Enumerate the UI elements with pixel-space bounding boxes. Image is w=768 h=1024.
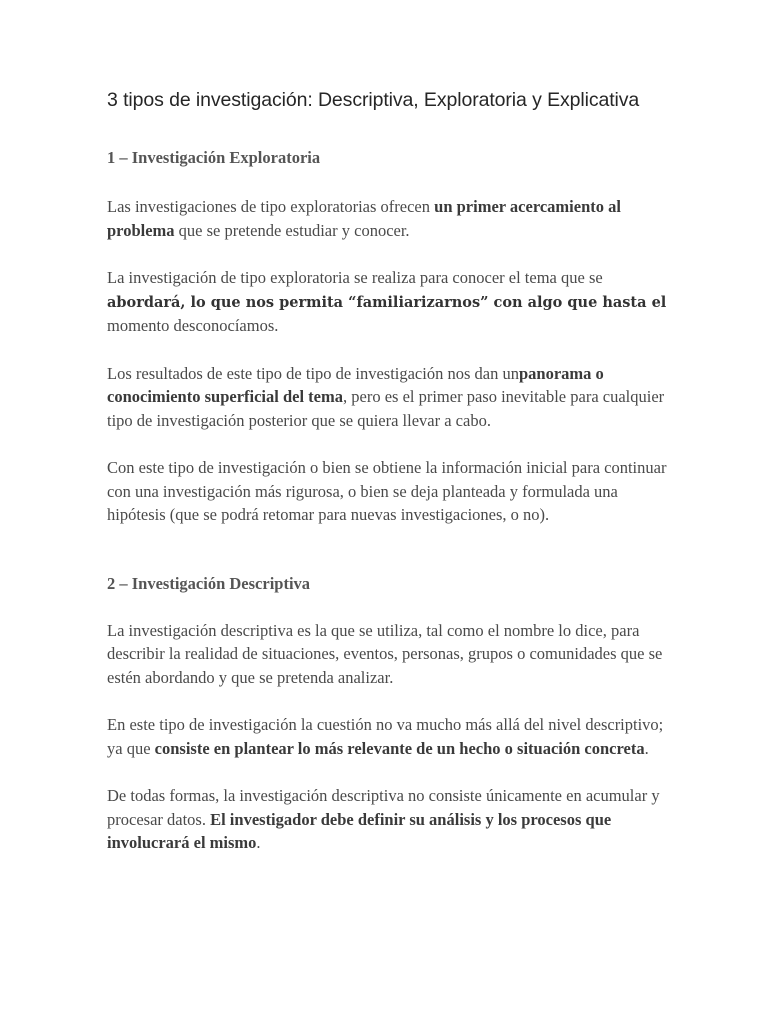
paragraph-emphasis: abordará, lo que nos permita “familiarizarnos” con algo que hasta el	[107, 293, 667, 311]
document-title: 3 tipos de investigación: Descriptiva, Exploratoria y Explicativa	[107, 89, 640, 111]
paragraph	[107, 619, 667, 690]
section-heading-descriptiva: 2 – Investigación Descriptiva	[107, 573, 311, 593]
paragraph-text: que se pretende estudiar y conocer.	[174, 220, 410, 240]
paragraph	[107, 362, 667, 433]
section-heading-exploratoria: 1 – Investigación Exploratoria	[107, 148, 321, 167]
paragraph-text: Los resultados de este tipo de tipo de investigación nos dan un	[107, 363, 519, 383]
paragraph-text: momento desconocíamos.	[107, 316, 279, 335]
paragraph	[107, 713, 667, 760]
paragraph-text: , pero es el primer paso inevitable para cualquier tipo de investigación posterior que se quiera llevar a cabo.	[107, 387, 665, 430]
document-page	[107, 88, 667, 855]
paragraph-emphasis: consiste en plantear lo más relevante de un hecho o situación concreta	[154, 738, 645, 758]
paragraph-text: .	[644, 738, 649, 758]
paragraph-text: La investigación descriptiva es la que se utiliza, tal como el nombre lo dice, para describir la realidad de situaciones, eventos, personas, grupos o comunidades que se estén abordando y que se pretenda analizar.	[107, 620, 663, 687]
paragraph-text: .	[256, 833, 261, 852]
paragraph-emphasis: panorama o conocimiento superficial del tema	[107, 363, 604, 406]
paragraph	[107, 195, 667, 242]
paragraph-text: La investigación de tipo exploratoria se realiza para conocer el tema que se	[107, 268, 603, 287]
paragraph-emphasis: El investigador debe definir su análisis y los procesos que involucrará el mismo	[107, 809, 612, 852]
paragraph	[107, 784, 667, 855]
paragraph-text: Con este tipo de investigación o bien se obtiene la información inicial para continuar con una investigación más rigurosa, o bien se deja planteada y formulada una hipótesis (que se podrá retomar para nuevas investigaciones, o no).	[107, 458, 667, 524]
paragraph-text: Las investigaciones de tipo exploratorias ofrecen	[107, 197, 435, 216]
paragraph	[107, 266, 667, 338]
paragraph-text: En este tipo de investigación la cuestión no va mucho más allá del nivel descriptivo; ya que	[107, 715, 664, 758]
paragraph-text: De todas formas, la investigación descriptiva no consiste únicamente en acumular y procesar datos.	[107, 786, 660, 829]
paragraph	[107, 456, 667, 527]
paragraph-emphasis: un primer acercamiento al problema	[107, 197, 621, 240]
